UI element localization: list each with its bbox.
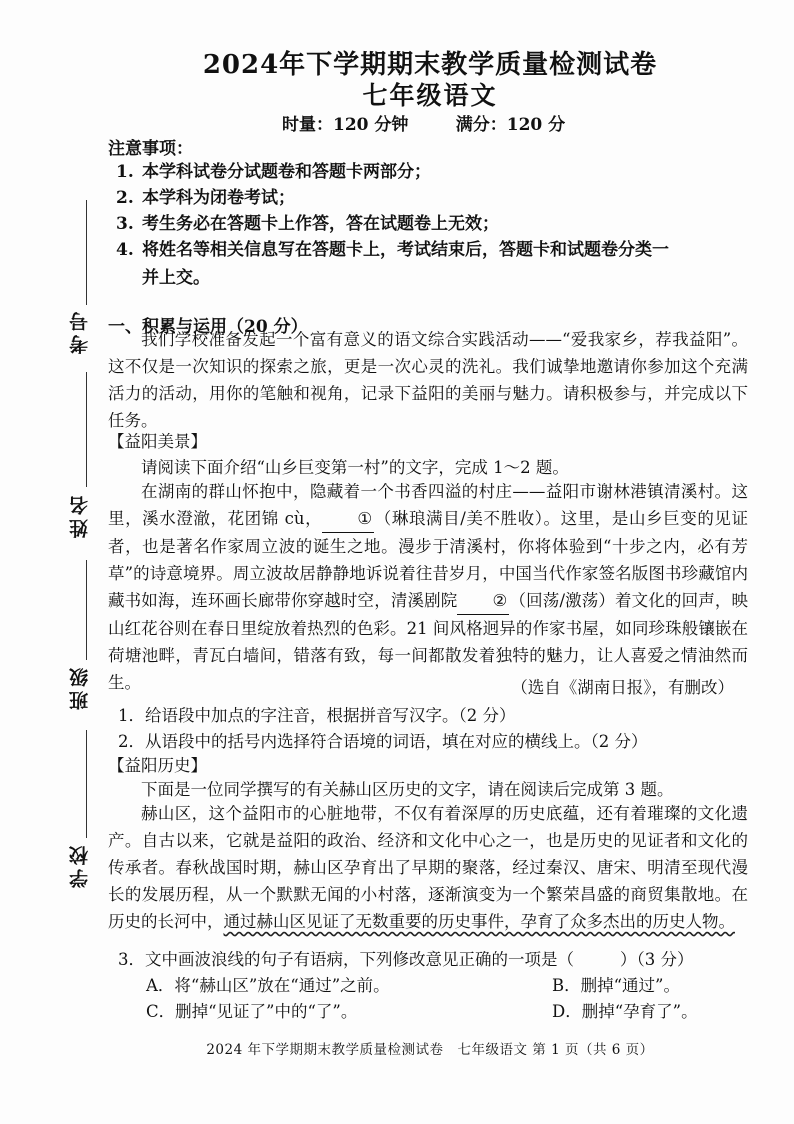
notice-text: 本学科为闭卷考试； [142,188,295,208]
question-3-text: 3．文中画波浪线的句子有语病，下列修改意见正确的一项是（ [118,950,574,969]
section-heading: 一、积累与运用（20 分） [108,317,308,337]
notice-text: 考生务必在答题卡上作答，答在试题卷上无效； [142,214,499,234]
blank-2-marker: ② [492,591,508,610]
xuexiao-line [86,730,87,838]
banji-line [86,560,87,660]
passage1-text: 在湖南的群山怀抱中，隐藏着一个书香四溢的村庄——益阳市谢林港镇清溪村。这里，溪水澄澈，花团锦 cù， [108,482,748,528]
blank-2 [457,587,509,615]
xingming-label: 姓名 [69,492,91,538]
notice-num: 1. [116,162,134,182]
notice-text-cont: 并上交。 [142,268,210,288]
kaohao-line [86,200,87,305]
blank-1 [322,505,374,533]
blank-1-marker: ① [357,509,373,528]
passage1-text: （回荡/激荡）着文化的回声，映山红花谷则在春日里绽放着热烈的色彩。21 间风格迥异的作家书屋，如同珍珠般镶嵌在荷塘池畔，青瓦白墙间，错落有致，每一间都散发着独特的魅力，让人喜爱之情油然而生。 [108,591,749,692]
part1-label: 【益阳美景】 [108,432,207,451]
xingming-line [86,372,87,487]
banji-label: 班级 [69,664,91,710]
option-a: A．将“赫山区”放在“通过”之前。 [146,976,390,995]
time-label: 时量：120 分钟 [282,115,409,135]
question-1: 1．给语段中加点的字注音，根据拼音写汉字。（2 分） [118,706,516,725]
score-label: 满分：120 分 [455,115,566,135]
notice-item [116,236,746,292]
notice-text: 将姓名等相关信息写在答题卡上，考试结束后，答题卡和试题卷分类一 [142,240,669,260]
kaohao-label: 考号 [69,308,91,354]
passage1 [108,478,748,696]
part2-label: 【益阳历史】 [108,756,207,775]
passage2-text: 赫山区，这个益阳市的心脏地带，不仅有着深厚的历史底蕴，还有着璀璨的文化遗产。自古以来，它就是益阳的政治、经济和文化中心之一，也是历史的见证者和文化的传承者。春秋战国时期，赫山区孕育出了早期的聚落，经过秦汉、唐宋、明清至现代漫长的发展历程，从一个默默无闻的小村落，逐渐演变为一个繁荣昌盛的商贸集散地。在历史的长河中， [108,804,748,931]
option-c: C．删掉“见证了”中的“了”。 [146,1002,358,1021]
part1-instruction: 请阅读下面介绍“山乡巨变第一村”的文字，完成 1～2 题。 [141,458,569,477]
notice-heading: 注意事项： [108,139,193,159]
notice-item [116,184,746,212]
part2-instruction: 下面是一位同学撰写的有关赫山区历史的文字，请在阅读后完成第 3 题。 [141,780,674,799]
notice-item [116,210,746,238]
question-3-score: ）（3 分） [620,950,694,969]
notice-num: 3. [116,214,134,234]
notice-text: 本学科试卷分试题卷和答题卡两部分； [142,162,431,182]
page-footer: 2024 年下学期期末教学质量检测试卷 七年级语文 第 1 页（共 6 页） [206,1042,654,1058]
option-d: D．删掉“孕育了”。 [552,1002,698,1021]
question-2: 2．从语段中的括号内选择符合语境的词语，填在对应的横线上。（2 分） [118,732,648,751]
passage1-text: （琳琅满目/美不胜收）。这里，是山乡巨变的见证者，也是著名作家周立波的诞生之地。漫步于清溪村，你将体验到“十步之内，必有芳草”的诗意境界。周立波故居静静地诉说着往昔岁月，中国当代作家签名版图书珍藏馆内藏书如海，连环画长廊带你穿越时空，清溪剧院 [108,509,748,610]
question-3 [118,946,694,973]
source-note: （选自《湖南日报》，有删改） [511,678,734,697]
exam-subtitle: 七年级语文 [362,81,498,110]
passage2 [108,800,748,935]
wavy-sentence: 通过赫山区见证了无数重要的历史事件，孕育了众多杰出的历史人物。 [223,912,735,931]
intro-paragraph: 我们学校准备发起一个富有意义的语文综合实践活动——“爱我家乡，荐我益阳”。这不仅是一次知识的探索之旅，更是一次心灵的洗礼。我们诚挚地邀请你参加这个充满活力的活动，用你的笔触和视角，记录下益阳的美丽与魅力。请积极参与，并完成以下任务。 [108,330,748,430]
notice-num: 4. [116,240,134,260]
notice-num: 2. [116,188,134,208]
notice-item [116,158,746,186]
option-b: B．删掉“通过”。 [552,976,680,995]
exam-title: 2024年下学期期末教学质量检测试卷 [202,50,658,80]
xuexiao-label: 学校 [69,842,91,888]
time-score-line [282,110,565,135]
